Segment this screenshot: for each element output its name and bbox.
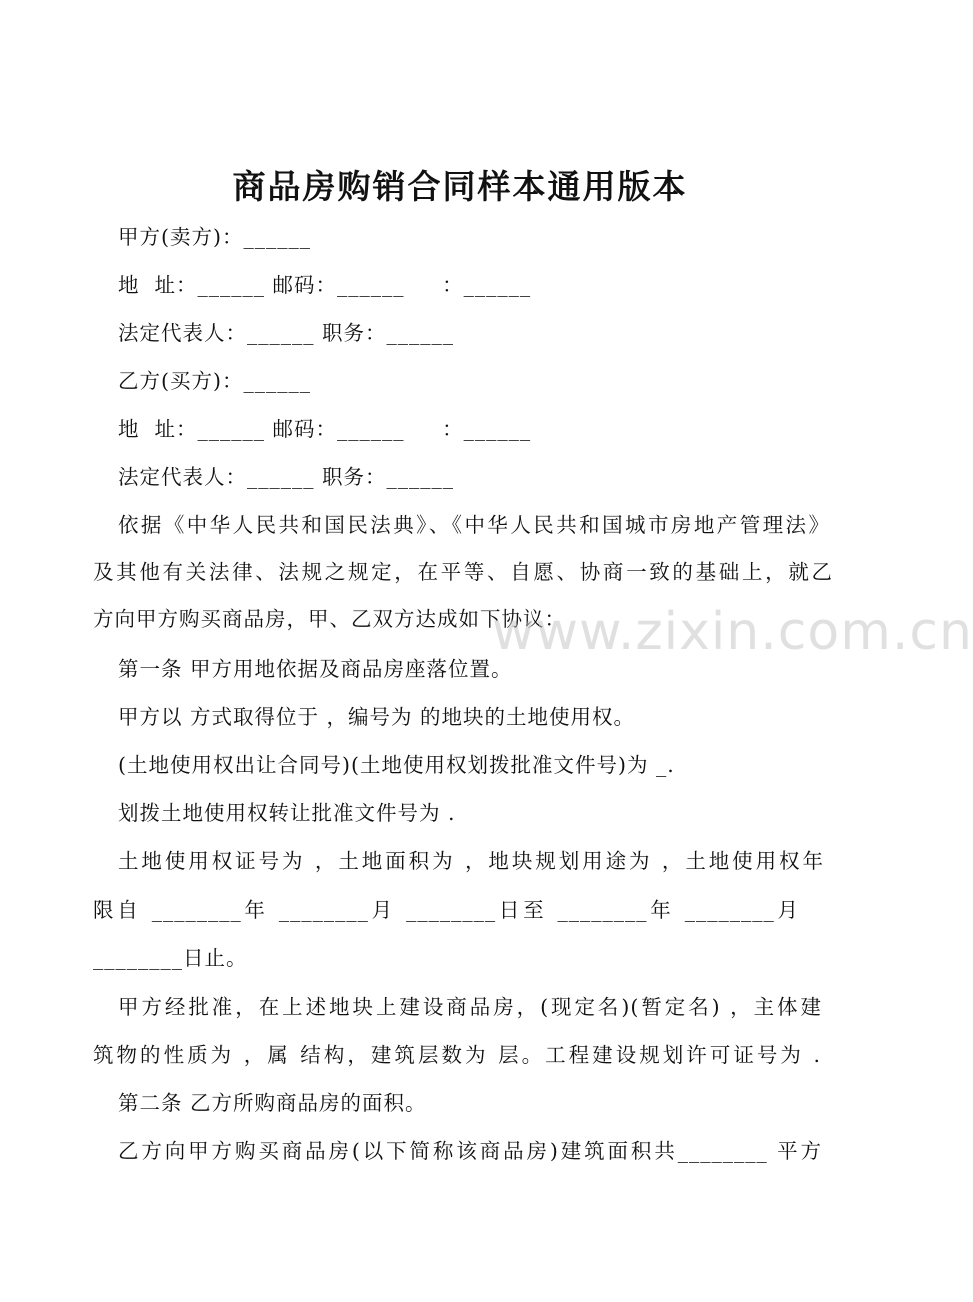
buyer-representative-line: 法定代表人：______ 职务：______ bbox=[118, 465, 455, 489]
article-1-line-6: ________日止。 bbox=[93, 946, 248, 970]
buyer-line: 乙方(买方)：______ bbox=[118, 369, 311, 393]
preamble-line-1: 依据《中华人民共和国民法典》、《中华人民共和国城市房地产管理法》 bbox=[118, 513, 830, 537]
watermark-text: www.zixin.com.cn bbox=[492, 602, 973, 662]
article-1-line-3: 划拨土地使用权转让批准文件号为 . bbox=[118, 801, 456, 825]
article-1-line-8: 筑物的性质为 ，属 结构，建筑层数为 层。工程建设规划许可证号为 . bbox=[93, 1043, 821, 1067]
preamble-line-2: 及其他有关法律、法规之规定，在平等、自愿、协商一致的基础上，就乙 bbox=[93, 560, 833, 584]
article-1-heading: 第一条 甲方用地依据及商品房座落位置。 bbox=[118, 657, 513, 681]
preamble-line-3: 方向甲方购买商品房，甲、乙双方达成如下协议： bbox=[93, 607, 566, 631]
document-title: 商品房购销合同样本通用版本 bbox=[232, 167, 688, 206]
article-1-line-4: 土地使用权证号为 ，土地面积为 ，地块规划用途为 ，土地使用权年 bbox=[118, 849, 824, 873]
buyer-address-line: 地 址：______ 邮码：______ ：______ bbox=[118, 417, 532, 441]
article-1-line-2: (土地使用权出让合同号)(土地使用权划拨批准文件号)为 _. bbox=[118, 753, 675, 777]
article-1-line-1: 甲方以 方式取得位于 ，编号为 的地块的土地使用权。 bbox=[118, 705, 636, 729]
seller-address-line: 地 址：______ 邮码：______ ：______ bbox=[118, 273, 532, 297]
article-2-heading: 第二条 乙方所购商品房的面积。 bbox=[118, 1091, 427, 1115]
seller-representative-line: 法定代表人：______ 职务：______ bbox=[118, 321, 455, 345]
article-1-line-5: 限自 ________年 ________月 ________日至 ________年 ________月 bbox=[93, 898, 799, 922]
article-2-line-1: 乙方向甲方购买商品房(以下简称该商品房)建筑面积共________ 平方 bbox=[118, 1139, 822, 1163]
article-1-line-7: 甲方经批准，在上述地块上建设商品房，(现定名)(暂定名) ，主体建 bbox=[118, 995, 822, 1019]
seller-line: 甲方(卖方)：______ bbox=[118, 225, 311, 249]
